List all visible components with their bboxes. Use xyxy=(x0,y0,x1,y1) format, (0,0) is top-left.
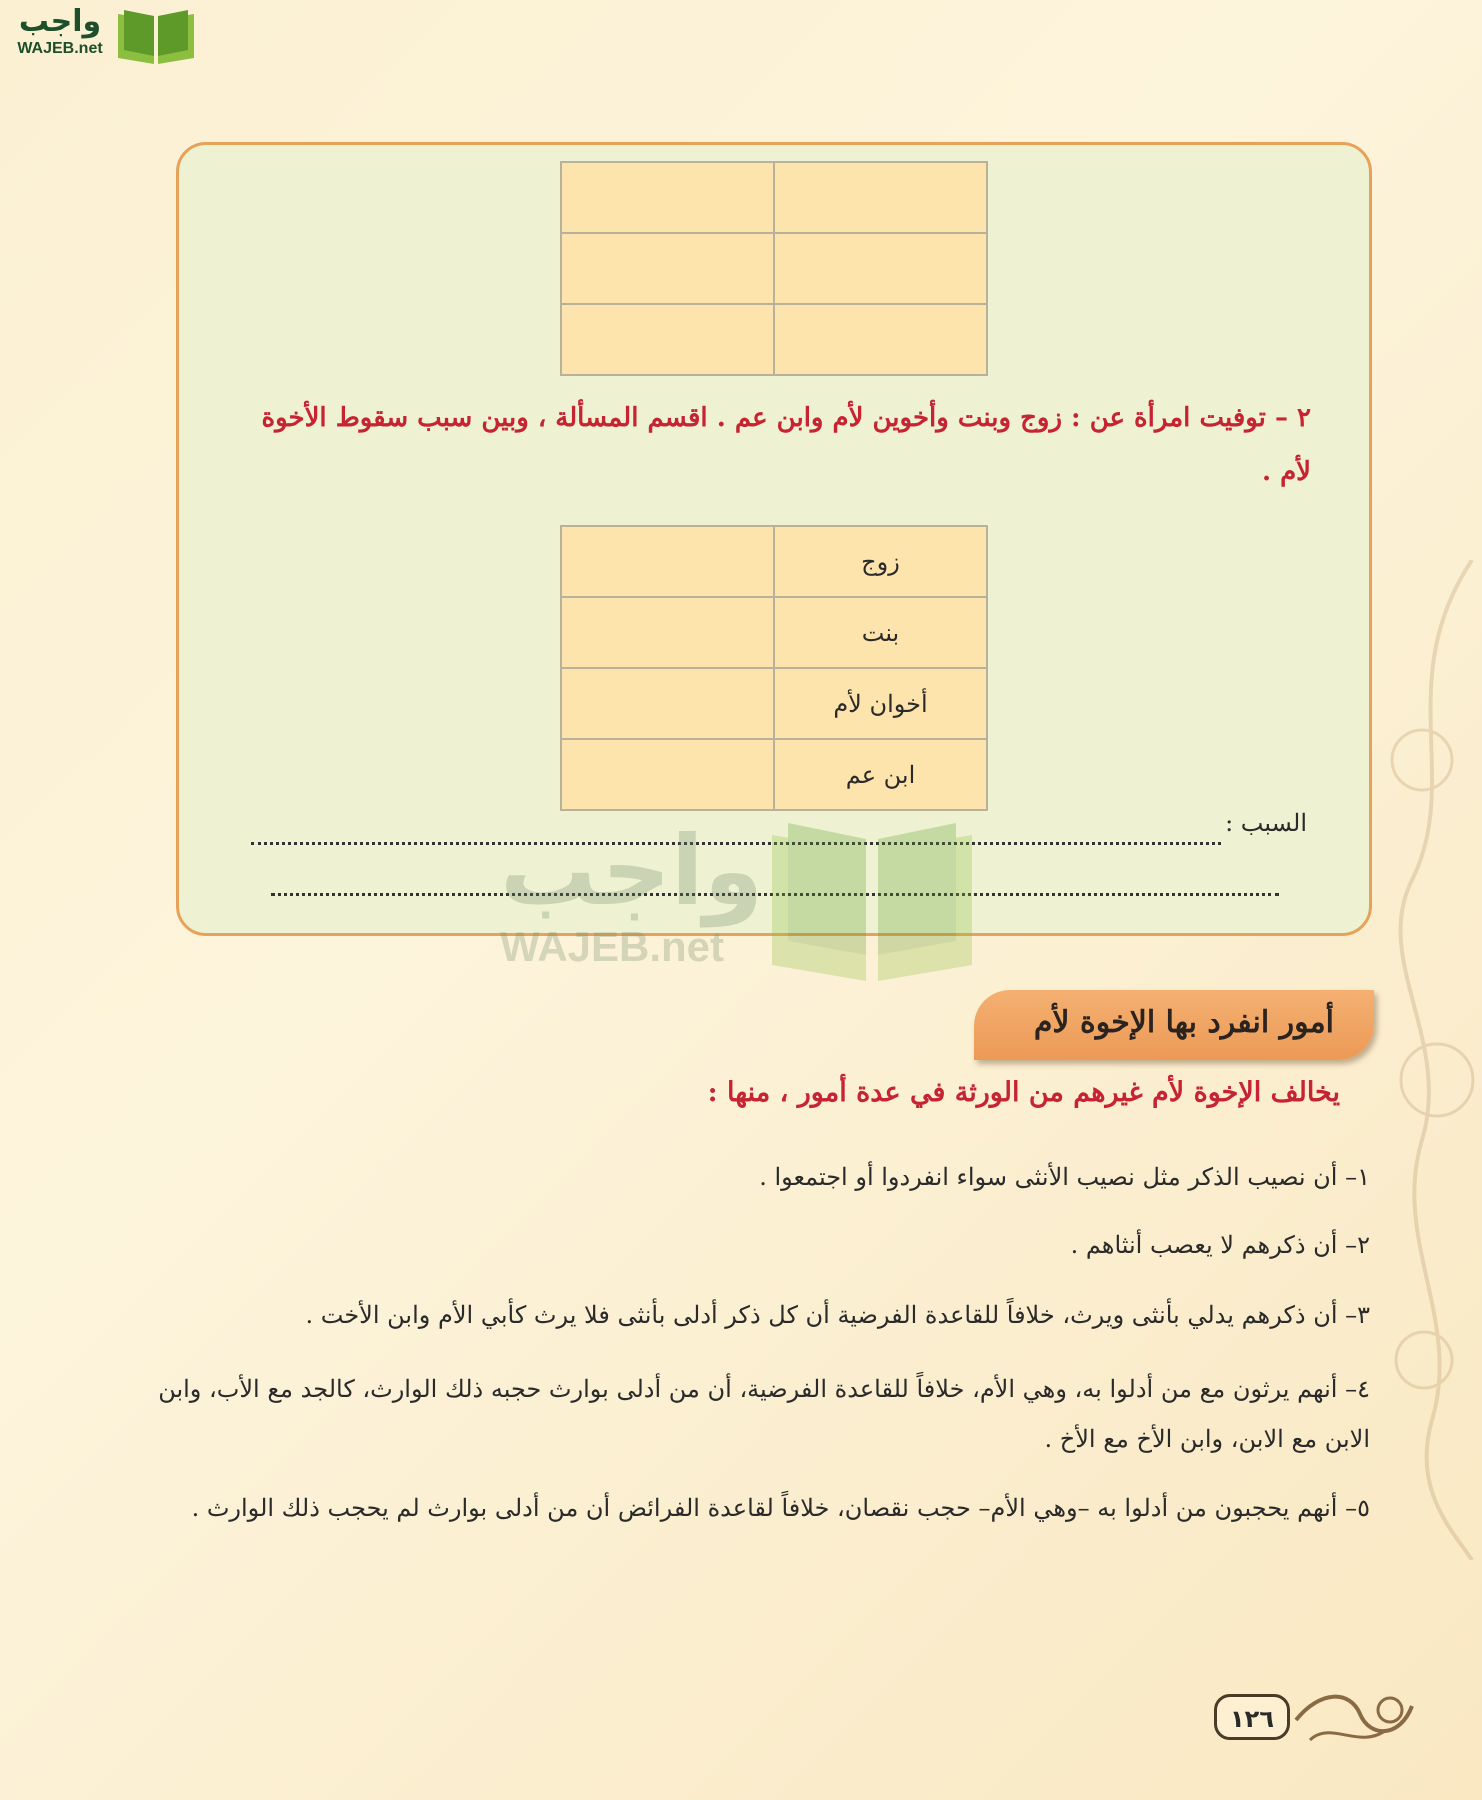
page-number: ١٢٦ xyxy=(1214,1694,1290,1740)
book-icon xyxy=(762,815,982,985)
answer-cell[interactable] xyxy=(561,668,774,739)
section-title: أمور انفرد بها الإخوة لأم xyxy=(1033,1005,1334,1040)
answer-cell[interactable] xyxy=(774,233,987,304)
watermark xyxy=(490,815,1000,975)
answer-cell[interactable] xyxy=(561,304,774,375)
answer-cell[interactable] xyxy=(561,162,774,233)
list-item: ٢– أن ذكرهم لا يعصب أنثاهم . xyxy=(1070,1231,1370,1259)
book-icon xyxy=(114,6,198,66)
answer-cell[interactable] xyxy=(561,597,774,668)
section-banner xyxy=(974,990,1374,1060)
watermark-arabic: واجب xyxy=(500,815,764,927)
answer-cell[interactable] xyxy=(774,162,987,233)
table-row xyxy=(561,668,987,739)
heir-label: بنت xyxy=(774,597,987,668)
table-row xyxy=(561,526,987,597)
table-row xyxy=(561,597,987,668)
answer-cell[interactable] xyxy=(561,526,774,597)
reason-label: السبب : xyxy=(1225,809,1307,837)
answer-cell[interactable] xyxy=(561,739,774,810)
wajeb-logo[interactable] xyxy=(10,4,190,68)
table-row xyxy=(561,162,987,233)
logo-text xyxy=(10,4,110,58)
section-intro: يخالف الإخوة لأم غيرهم من الورثة في عدة أمور ، منها : xyxy=(707,1077,1340,1108)
table-row xyxy=(561,304,987,375)
table-row xyxy=(561,233,987,304)
question-2: ٢ – توفيت امرأة عن : زوج وبنت وأخوين لأم وابن عم . اقسم المسألة ، وبين سبب سقوط الأخوة لأم . xyxy=(261,403,1311,487)
list-item: ٥– أنهم يحجبون من أدلوا به –وهي الأم– حجب نقصان، خلافاً لقاعدة الفرائض أن من أدلى بوارث لم يحجب ذلك الوارث . xyxy=(191,1494,1370,1522)
logo-latin: WAJEB.net xyxy=(17,40,103,57)
table-row xyxy=(561,739,987,810)
list-item: ٣– أن ذكرهم يدلي بأنثى ويرث، خلافاً للقاعدة الفرضية أن كل ذكر أدلى بأنثى فلا يرث كأبي الأم وابن الأخت . xyxy=(305,1301,1370,1329)
list-item: ١– أن نصيب الذكر مثل نصيب الأنثى سواء انفردوا أو اجتمعوا . xyxy=(759,1163,1370,1191)
solution-table-empty xyxy=(560,161,988,376)
watermark-latin: WAJEB.net xyxy=(500,923,725,970)
page-ornament xyxy=(1290,1680,1420,1764)
heir-label: ابن عم xyxy=(774,739,987,810)
answer-cell[interactable] xyxy=(561,233,774,304)
heirs-table xyxy=(560,525,988,811)
heir-label: زوج xyxy=(774,526,987,597)
list-item: ٤– أنهم يرثون مع من أدلوا به، وهي الأم، خلافاً للقاعدة الفرضية، أن من أدلى بوارث حجبه ذلك الوارث، كالجد مع الأب، وابن الابن مع الابن، وابن الأخ مع الأخ . xyxy=(158,1375,1370,1453)
heir-label: أخوان لأم xyxy=(774,668,987,739)
answer-cell[interactable] xyxy=(774,304,987,375)
logo-arabic: واجب xyxy=(18,4,102,39)
